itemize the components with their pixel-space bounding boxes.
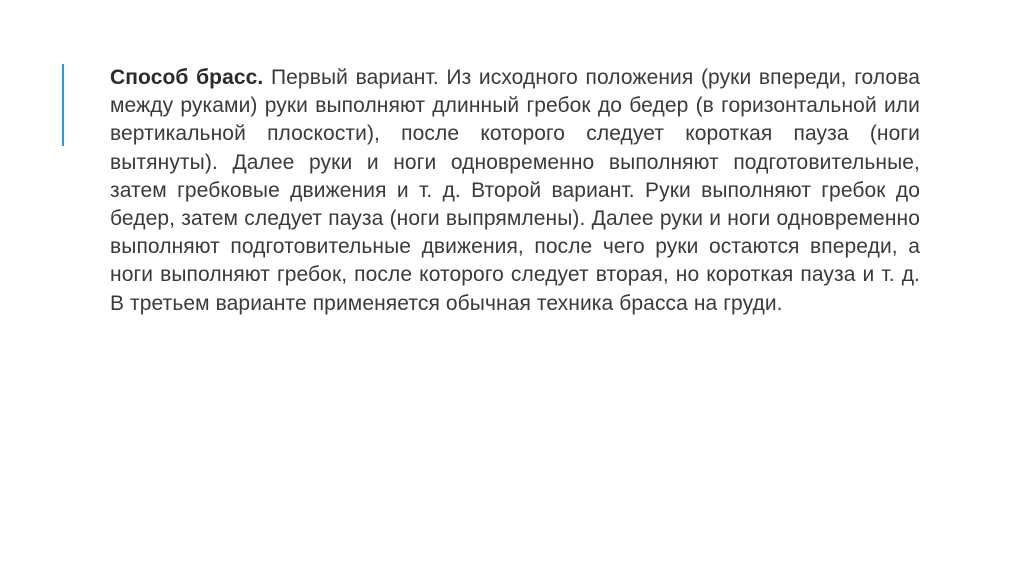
accent-bar [62, 64, 64, 146]
paragraph-text: Первый вариант. Из исходного положения (руки впереди, голова между руками) руки выполняют длинный гребок до бедер (в горизонтальной или вертикальной плоскости), после которого следует короткая пауза (ноги вытянуты). Далее руки и ноги одновременно выполняют подготовительные, затем гребковые движения и т. д. Второй вариант. Руки выполняют гребок до бедер, затем следует пауза (ноги выпрямлены). Далее руки и ноги одновременно выполняют подготовительные движения, после чего руки остаются впереди, а ноги выполняют гребок, после которого следует вторая, но короткая пауза и т. д. В третьем варианте применяется обычная техника брасса на груди. [110, 66, 920, 315]
paragraph-lead: Способ брасс. [110, 66, 264, 89]
body-paragraph [110, 64, 920, 318]
